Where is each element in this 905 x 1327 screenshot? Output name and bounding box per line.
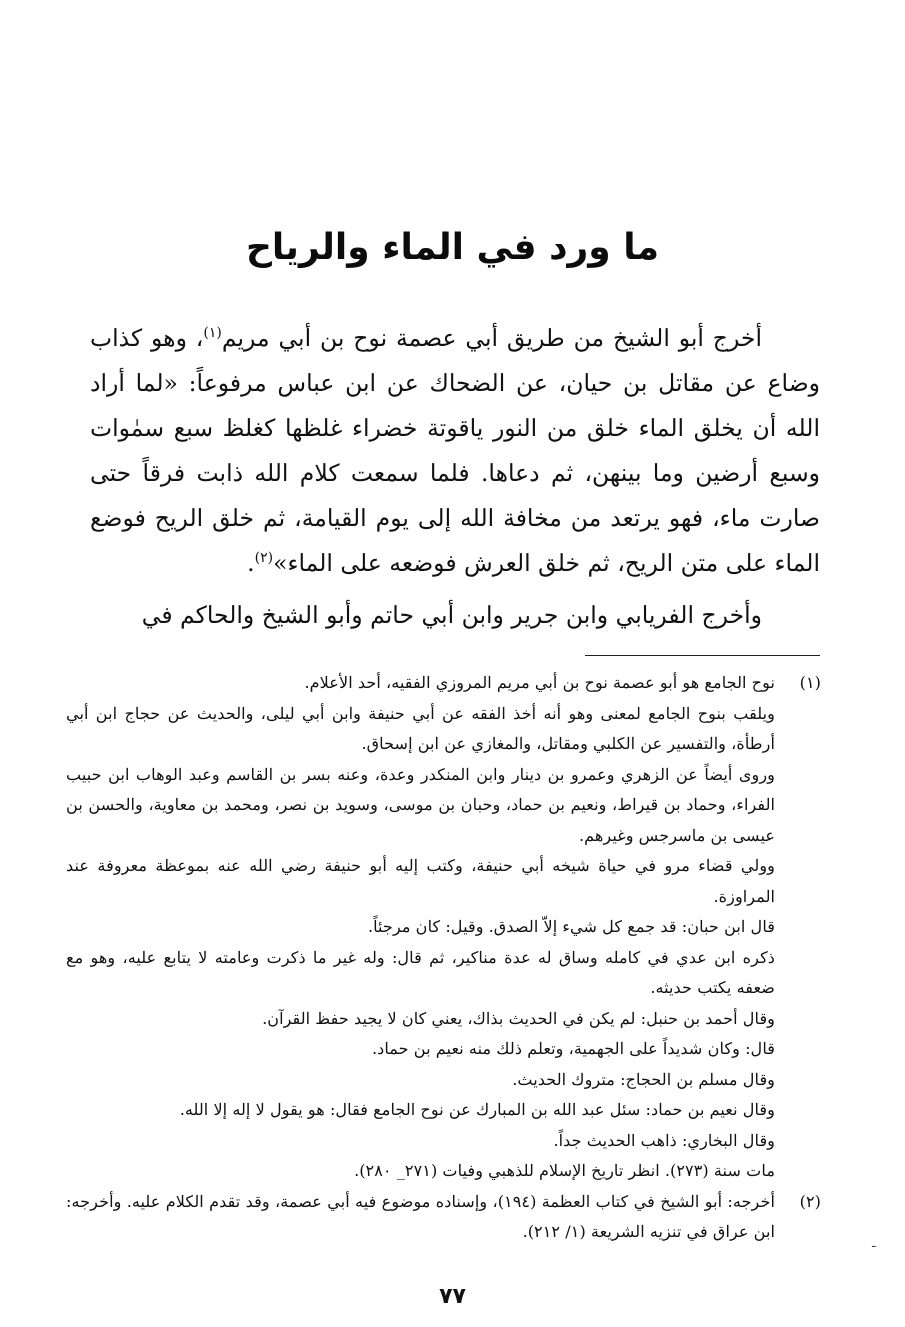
footnote-paragraph: نوح الجامع هو أبو عصمة نوح بن أبي مريم المروزي الفقيه، أحد الأعلام. — [304, 673, 775, 692]
main-p1-part-a: أخرج أبو الشيخ من طريق أبي عصمة نوح بن أبي مريم — [221, 324, 762, 352]
footnote-ref-2[interactable]: (٢) — [254, 550, 274, 567]
footnote-paragraph: قال: وكان شديداً على الجهمية، وتعلم ذلك منه نعيم بن حماد. — [372, 1039, 775, 1058]
footnote-paragraph: مات سنة (٢٧٣). انظر تاريخ الإسلام للذهبي وفيات (٢٧١_ ٢٨٠). — [354, 1161, 775, 1180]
footnote-paragraph: وروى أيضاً عن الزهري وعمرو بن دينار وابن المنكدر وعدة، وعنه بسر بن القاسم وعبد الوهاب ابن حبيب الفراء، وحماد بن قيراط، ونعيم بن حماد، وحبان بن موسى، وسويد بن نصر، ومحمد بن معاوية، والحسن بن عيسى بن ماسرجس وغيرهم. — [66, 764, 775, 845]
footnote-ref-1[interactable]: (١) — [203, 325, 222, 342]
footnote-paragraph: وقال مسلم بن الحجاج: متروك الحديث. — [512, 1069, 775, 1089]
main-p1-end: . — [247, 549, 255, 577]
footnote-paragraph: وولي قضاء مرو في حياة شيخه أبي حنيفة، وكتب إليه أبو حنيفة رضي الله عنه بموعظة معروفة عند المراوزة. — [66, 856, 775, 906]
main-text — [90, 316, 820, 638]
footnote-paragraph: قال ابن حبان: قد جمع كل شيء إلاّ الصدق. وقيل: كان مرجئاً. — [367, 917, 775, 936]
footnote-paragraph: أخرجه: أبو الشيخ في كتاب العظمة (١٩٤)، وإسناده موضوع فيه أبي عصمة، وقد تقدم الكلام عليه. وأخرجه: ابن عراق في تنزيه الشريعة (١/ ٢١٢). — [66, 1191, 775, 1241]
footnote-number: (٢) — [799, 1191, 821, 1211]
main-paragraph-2: وأخرج الفريابي وابن جرير وابن أبي حاتم وأبو الشيخ والحاكم في — [141, 601, 762, 629]
footnote-paragraph: ويلقب بنوح الجامع لمعنى وهو أنه أخذ الفقه عن أبي حنيفة وابن أبي ليلى، والحديث عن حجاج ابن أبي أرطأة، والتفسير عن الكلبي ومقاتل، والمغازي عن ابن إسحاق. — [66, 703, 775, 753]
page-number: ٧٧ — [439, 1284, 466, 1309]
footnote-2 — [66, 1187, 821, 1248]
main-p1-part-b: ، وهو كذاب وضاع عن مقاتل بن حيان، عن الضحاك عن ابن عباس مرفوعاً: «لما أراد الله أن يخلق الماء خلق من النور ياقوتة خضراء غلظها كغلظ سبع سمٰوات وسبع أرضين وما بينهن، ثم دعاها. فلما سمعت كلام الله ذابت فرقاً حتى صارت ماء، فهو يرتعد من مخافة الله إلى يوم القيامة، ثم خلق الريح فوضع الماء على متن الريح، ثم خلق العرش فوضعه على الماء» — [90, 324, 820, 577]
footnote-paragraph: وقال نعيم بن حماد: سئل عبد الله بن المبارك عن نوح الجامع فقال: هو يقول لا إله إلا الله. — [179, 1100, 775, 1119]
footnote-body — [66, 668, 775, 1187]
footnotes — [66, 668, 821, 1248]
margin-mark: ـ — [872, 1236, 876, 1250]
footnote-separator — [585, 655, 820, 656]
footnote-body — [66, 1187, 775, 1248]
footnote-1 — [66, 668, 821, 1187]
footnote-paragraph: وقال البخاري: ذاهب الحديث جداً. — [553, 1130, 775, 1150]
footnote-paragraph: وقال أحمد بن حنبل: لم يكن في الحديث بذاك، يعني كان لا يجيد حفظ القرآن. — [262, 1008, 775, 1028]
main-paragraph-1 — [90, 316, 820, 586]
footnote-paragraph: ذكره ابن عدي في كامله وساق له عدة مناكير، ثم قال: وله غير ما ذكرت وعامته لا يتابع عليه، وهو مع ضعفه يكتب حديثه. — [66, 947, 775, 997]
chapter-title: ما ورد في الماء والرياح — [245, 227, 660, 268]
footnote-number: (١) — [799, 673, 821, 692]
